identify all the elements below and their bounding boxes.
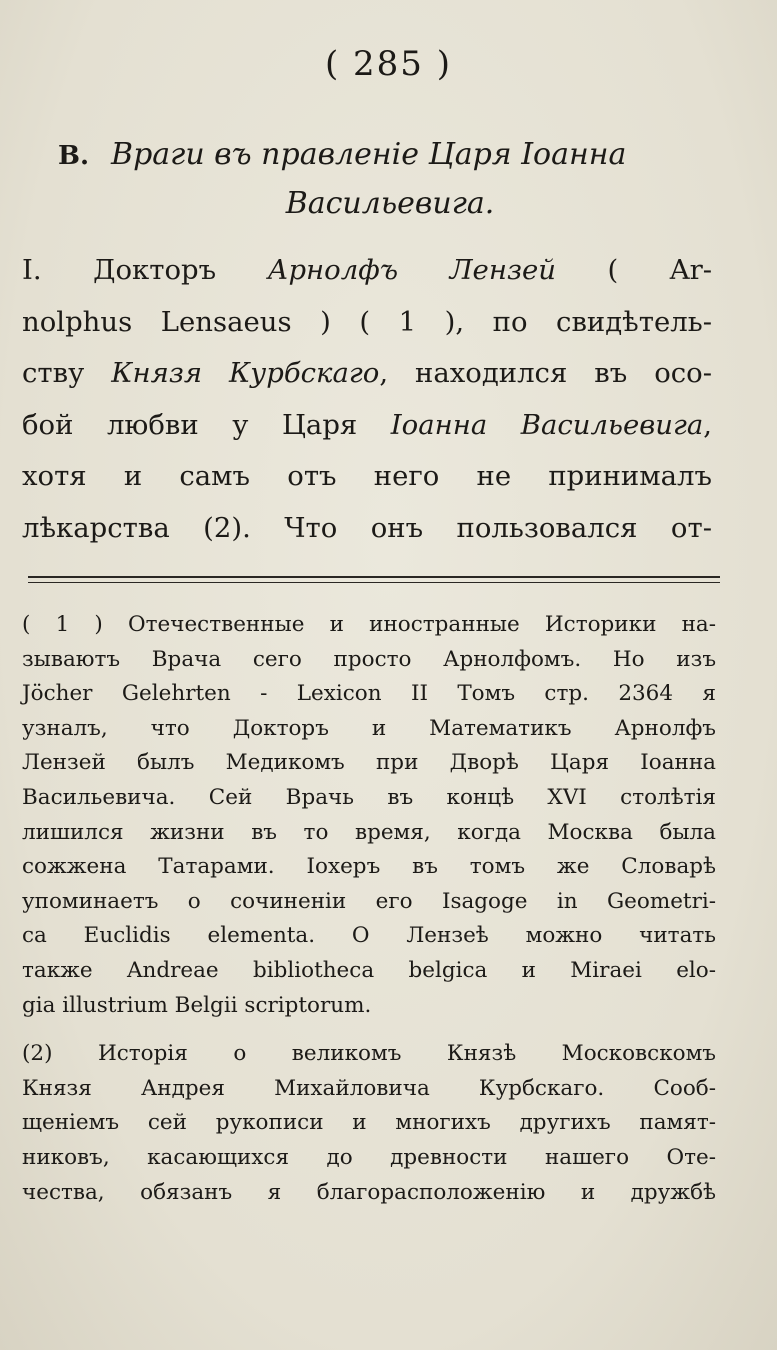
heading-line-2: Васильевига. <box>285 186 495 221</box>
body-text-run: ству <box>22 357 112 389</box>
body-text-run: бой любви у Царя <box>22 408 391 441</box>
footnote-line: упоминаетъ о сочиненіи его Isagoge in Geometri- <box>22 888 716 914</box>
page-number: ( 285 ) <box>324 44 453 84</box>
footnote-divider <box>28 576 720 583</box>
footnote-line: щеніемъ сей рукописи и многихъ другихъ памят- <box>22 1110 716 1136</box>
footnote-line: лишился жизни въ то время, когда Москва была <box>22 819 716 845</box>
body-line <box>22 400 712 452</box>
footnote-line: Jöcher Gelehrten - Lexicon II Томъ стр. 2364 я <box>22 681 716 707</box>
body-line <box>22 503 712 555</box>
footnote-line: Лензей былъ Медикомъ при Дворѣ Царя Іоанна <box>22 750 716 776</box>
body-text-run: хотя и самъ отъ него не принималъ <box>22 460 712 492</box>
footnote-line: Васильевича. Сей Врачь въ концѣ XVI столѣтія <box>22 784 716 810</box>
footnote-line: Князя Андрея Михайловича Курбскаго. Сооб- <box>22 1075 716 1101</box>
section-heading <box>30 132 750 227</box>
body-text-run: І. Докторъ <box>22 254 268 286</box>
footnote-1 <box>22 608 716 1023</box>
body-italic-name: Князя Курбскаго <box>111 357 380 389</box>
body-line <box>22 245 712 297</box>
body-text-run: nolphus Lensaeus ) ( 1 ), по свидѣтель- <box>22 305 712 338</box>
body-line <box>22 451 712 503</box>
body-line <box>22 348 712 400</box>
body-text-run: ( Ar- <box>555 254 713 286</box>
footnote-line: также Andreae bibliotheca belgica и Miraei elo- <box>22 957 716 983</box>
footnote-line: (2) Исторія о великомъ Князѣ Московскомъ <box>22 1041 716 1067</box>
footnote-line: ( 1 ) Отечественные и иностранные Историки на- <box>22 612 716 637</box>
footnote-line: никовъ, касающихся до древности нашего Оте- <box>22 1144 716 1170</box>
footnote-2 <box>22 1037 716 1210</box>
body-text-run: , <box>703 408 712 441</box>
footnote-line: узналъ, что Докторъ и Математикъ Арнолфъ <box>22 715 716 741</box>
heading-title: Враги въ правленіе Царя Іоанна <box>111 137 627 172</box>
footnote-line: ca Euclidis elementa. О Лензеѣ можно читать <box>22 923 716 949</box>
body-line <box>22 297 712 349</box>
body-text-run: , находился въ осо- <box>379 357 712 389</box>
main-paragraph <box>22 245 712 554</box>
footnote-line: зываютъ Врача сего просто Арнолфомъ. Но изъ <box>22 646 716 672</box>
footnotes <box>22 608 716 1210</box>
body-italic-name: Іоанна Васильевига <box>390 408 704 441</box>
heading-line-1 <box>30 132 750 179</box>
body-text-run: лѣкарства (2). Что онъ пользовался от- <box>22 511 712 544</box>
body-italic-name: Арнолфъ Лензей <box>267 254 556 286</box>
footnote-line: чества, обязанъ я благорасположенію и дружбѣ <box>22 1179 716 1205</box>
footnote-line: gia illustrium Belgii scriptorum. <box>22 992 372 1018</box>
heading-letter: В. <box>58 141 90 171</box>
footnote-line: сожжена Татарами. Іохеръ въ томъ же Словарѣ <box>22 854 716 880</box>
